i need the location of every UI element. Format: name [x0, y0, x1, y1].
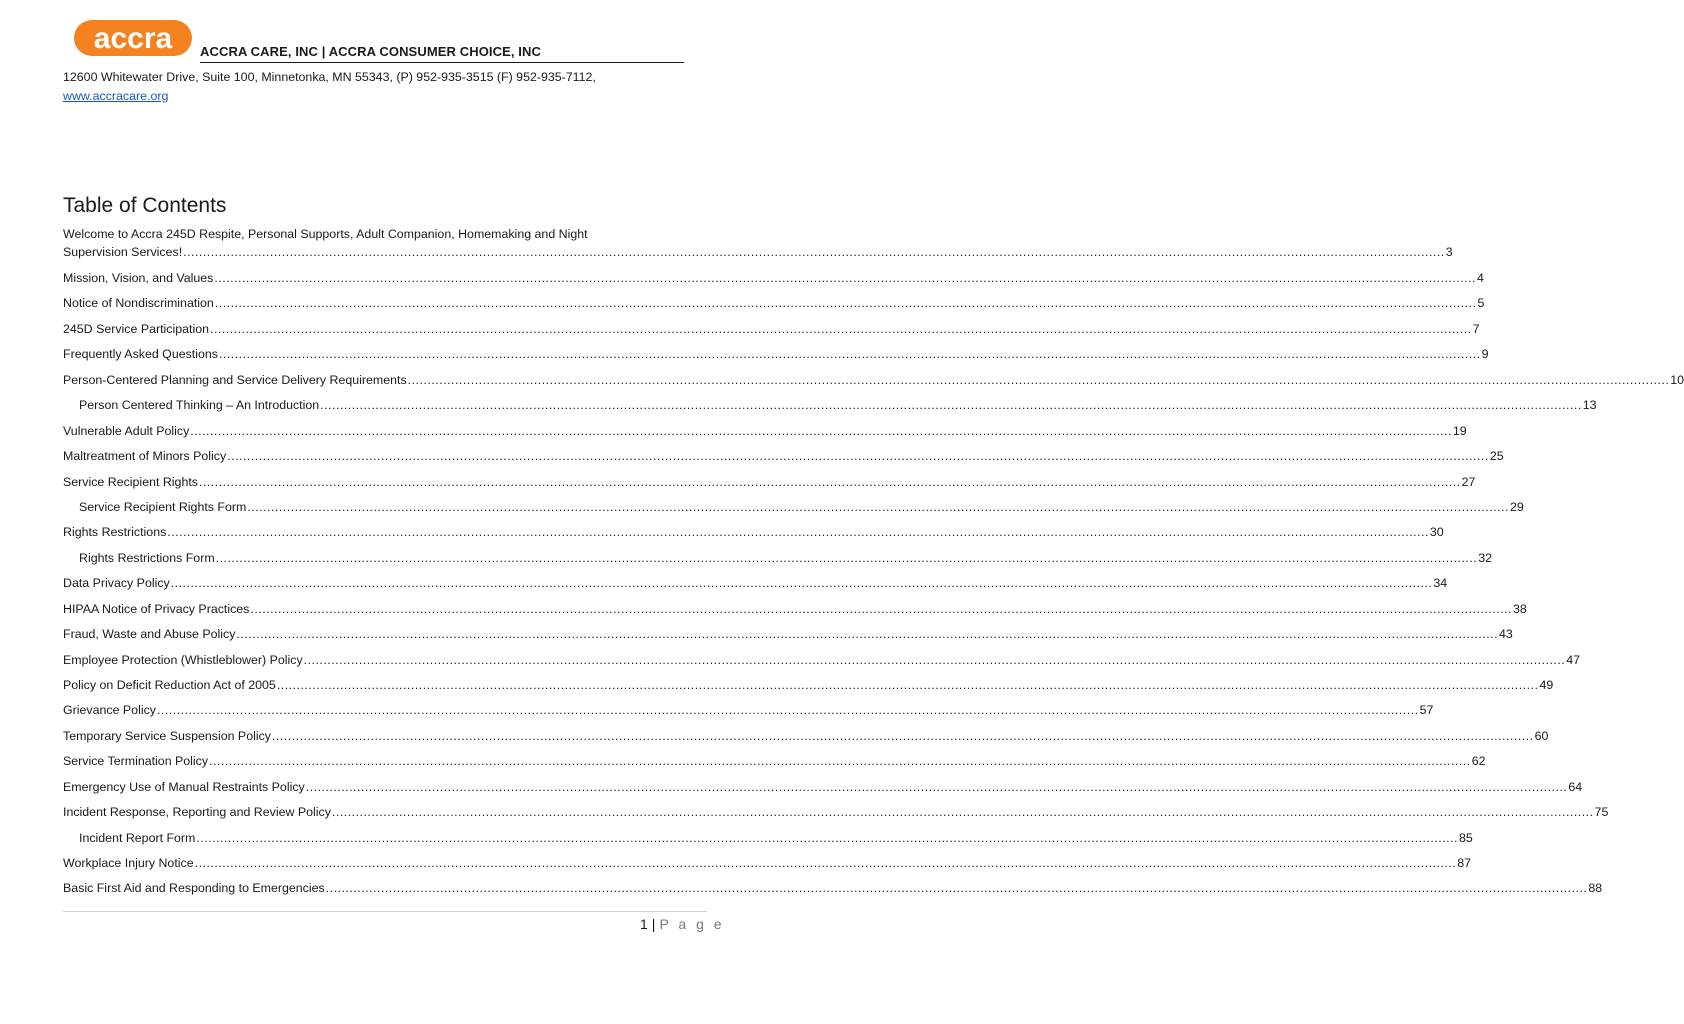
- toc-entry-label: Temporary Service Suspension Policy: [63, 729, 271, 743]
- toc-page-number: 88: [1588, 881, 1603, 895]
- toc-entry-incident-report-form[interactable]: [79, 830, 1473, 846]
- dot-leader: [167, 524, 1429, 540]
- toc-page-number: 47: [1566, 653, 1581, 667]
- toc-entry-label: Mission, Vision, and Values: [63, 271, 214, 285]
- page-number: 1: [640, 916, 648, 932]
- toc-entry-label: Service Recipient Rights Form: [79, 500, 247, 514]
- toc-page-number: 13: [1582, 398, 1597, 412]
- toc-entry-fraud-waste-abuse[interactable]: [63, 626, 1513, 642]
- toc-entry-label: Grievance Policy: [63, 703, 156, 717]
- footer-divider: [63, 911, 707, 912]
- dot-leader: [183, 244, 1445, 260]
- toc-page-number: 64: [1568, 780, 1583, 794]
- dot-leader: [227, 448, 1489, 464]
- toc-page-number: 62: [1471, 754, 1486, 768]
- dot-leader: [195, 855, 1457, 871]
- toc-page-number: 60: [1534, 729, 1549, 743]
- toc-page-number: 57: [1419, 703, 1434, 717]
- toc-page-number: 32: [1478, 551, 1493, 565]
- dot-leader: [216, 550, 1478, 566]
- dot-leader: [209, 753, 1471, 769]
- dot-leader: [250, 601, 1512, 617]
- toc-page-number: 5: [1477, 296, 1485, 310]
- toc-page-number: 7: [1472, 322, 1480, 336]
- toc-page-number: 29: [1509, 500, 1524, 514]
- accra-logo: [74, 18, 192, 58]
- dot-leader: [277, 677, 1539, 693]
- toc-page-number: 9: [1481, 347, 1489, 361]
- dot-leader: [196, 830, 1458, 846]
- dot-leader: [171, 575, 1433, 591]
- toc-page-number: 3: [1445, 245, 1453, 259]
- toc-page-number: 75: [1594, 805, 1609, 819]
- toc-page-number: 49: [1539, 678, 1554, 692]
- dot-leader: [332, 804, 1594, 820]
- toc-entry-first-aid[interactable]: [63, 880, 1603, 896]
- toc-entry-label: Data Privacy Policy: [63, 576, 170, 590]
- org-title: ACCRA CARE, INC | ACCRA CONSUMER CHOICE, INC: [200, 44, 541, 59]
- toc-entry-incident-response[interactable]: [63, 804, 1609, 820]
- toc-entry-label: Person Centered Thinking – An Introduction: [79, 398, 320, 412]
- toc-entry-rights-restrictions-form[interactable]: [79, 550, 1493, 566]
- toc-page-number: 34: [1433, 576, 1448, 590]
- toc-page-number: 25: [1489, 449, 1504, 463]
- toc-entry-data-privacy[interactable]: [63, 575, 1448, 591]
- toc-page-number: 10: [1670, 373, 1684, 387]
- toc-entry-label: Basic First Aid and Responding to Emergencies: [63, 881, 325, 895]
- toc-entry-label: Notice of Nondiscrimination: [63, 296, 214, 310]
- dot-leader: [326, 880, 1588, 896]
- toc-entry-label: Workplace Injury Notice: [63, 856, 194, 870]
- toc-entry-workplace-injury[interactable]: [63, 855, 1472, 871]
- toc-entry-person-centered-planning[interactable]: [63, 372, 1684, 388]
- toc-entry-label: HIPAA Notice of Privacy Practices: [63, 602, 250, 616]
- toc-entry-label: Service Recipient Rights: [63, 475, 198, 489]
- toc-entry-vulnerable-adult[interactable]: [63, 423, 1467, 439]
- toc-entry-faq[interactable]: [63, 346, 1489, 362]
- toc-entry-label: Incident Report Form: [79, 831, 196, 845]
- toc-entry-welcome[interactable]: [63, 226, 1453, 260]
- logo-text: accra: [93, 22, 173, 55]
- website-link[interactable]: www.accracare.org: [63, 89, 169, 103]
- toc-entry-label: Rights Restrictions: [63, 525, 167, 539]
- toc-entry-nondiscrimination[interactable]: [63, 295, 1485, 311]
- toc-entry-deficit-reduction-act[interactable]: [63, 677, 1554, 693]
- dot-leader: [199, 474, 1461, 490]
- toc-entry-recipient-rights[interactable]: [63, 474, 1476, 490]
- toc-entry-label: Policy on Deficit Reduction Act of 2005: [63, 678, 276, 692]
- dot-leader: [304, 652, 1566, 668]
- toc-entry-label: Emergency Use of Manual Restraints Policy: [63, 780, 305, 794]
- dot-leader: [214, 270, 1476, 286]
- toc-entry-maltreatment-minors[interactable]: [63, 448, 1504, 464]
- dot-leader: [215, 295, 1477, 311]
- toc-entry-label: Service Termination Policy: [63, 754, 209, 768]
- dot-leader: [210, 321, 1472, 337]
- toc-entry-label-line2: Supervision Services!: [63, 245, 183, 259]
- address-block: [63, 68, 703, 106]
- dot-leader: [306, 779, 1568, 795]
- toc-page-number: 87: [1457, 856, 1472, 870]
- toc-entry-hipaa[interactable]: [63, 601, 1527, 617]
- page-footer: [640, 916, 725, 932]
- toc-page-number: 19: [1452, 424, 1467, 438]
- dot-leader: [247, 499, 1509, 515]
- toc-entry-manual-restraints[interactable]: [63, 779, 1583, 795]
- address-text: 12600 Whitewater Drive, Suite 100, Minnetonka, MN 55343, (P) 952-935-3515 (F) 952-935-7112,: [63, 70, 596, 84]
- toc-entry-whistleblower[interactable]: [63, 652, 1581, 668]
- toc-page-number: 43: [1499, 627, 1513, 641]
- toc-entry-label: Employee Protection (Whistleblower) Policy: [63, 653, 303, 667]
- toc-heading: Table of Contents: [63, 194, 227, 217]
- toc-entry-recipient-rights-form[interactable]: [79, 499, 1524, 515]
- toc-page-number: 4: [1476, 271, 1484, 285]
- toc-page-number: 30: [1429, 525, 1444, 539]
- toc-entry-label: Maltreatment of Minors Policy: [63, 449, 227, 463]
- toc-entry-service-participation[interactable]: [63, 321, 1480, 337]
- dot-leader: [408, 372, 1670, 388]
- dot-leader: [320, 397, 1582, 413]
- toc-entry-label: Fraud, Waste and Abuse Policy: [63, 627, 236, 641]
- dot-leader: [219, 346, 1481, 362]
- title-underline: [200, 62, 684, 63]
- toc-entry-service-termination[interactable]: [63, 753, 1486, 769]
- toc-entry-label: Vulnerable Adult Policy: [63, 424, 190, 438]
- toc-entry-temporary-suspension[interactable]: [63, 728, 1549, 744]
- toc-entry-rights-restrictions[interactable]: [63, 524, 1444, 540]
- dot-leader: [190, 423, 1452, 439]
- dot-leader: [272, 728, 1534, 744]
- toc-entry-label: Frequently Asked Questions: [63, 347, 218, 361]
- toc-entry-label: 245D Service Participation: [63, 322, 210, 336]
- toc-page-number: 38: [1513, 602, 1527, 616]
- toc-entry-label-line1: Welcome to Accra 245D Respite, Personal Supports, Adult Companion, Homemaking and Night: [63, 227, 588, 241]
- toc-entry-label: Rights Restrictions Form: [79, 551, 215, 565]
- page-separator: |: [651, 916, 656, 932]
- toc-entry-grievance[interactable]: [63, 702, 1434, 718]
- page-word: P a g e: [659, 916, 725, 932]
- toc-entry-person-centered-thinking[interactable]: [79, 397, 1597, 413]
- dot-leader: [157, 702, 1419, 718]
- toc-entry-label: Incident Response, Reporting and Review Policy: [63, 805, 331, 819]
- toc-page-number: 27: [1461, 475, 1476, 489]
- toc-page-number: 85: [1459, 831, 1473, 845]
- toc-entry-mission[interactable]: [63, 270, 1484, 286]
- toc-entry-label: Person-Centered Planning and Service Delivery Requirements: [63, 373, 407, 387]
- dot-leader: [236, 626, 1498, 642]
